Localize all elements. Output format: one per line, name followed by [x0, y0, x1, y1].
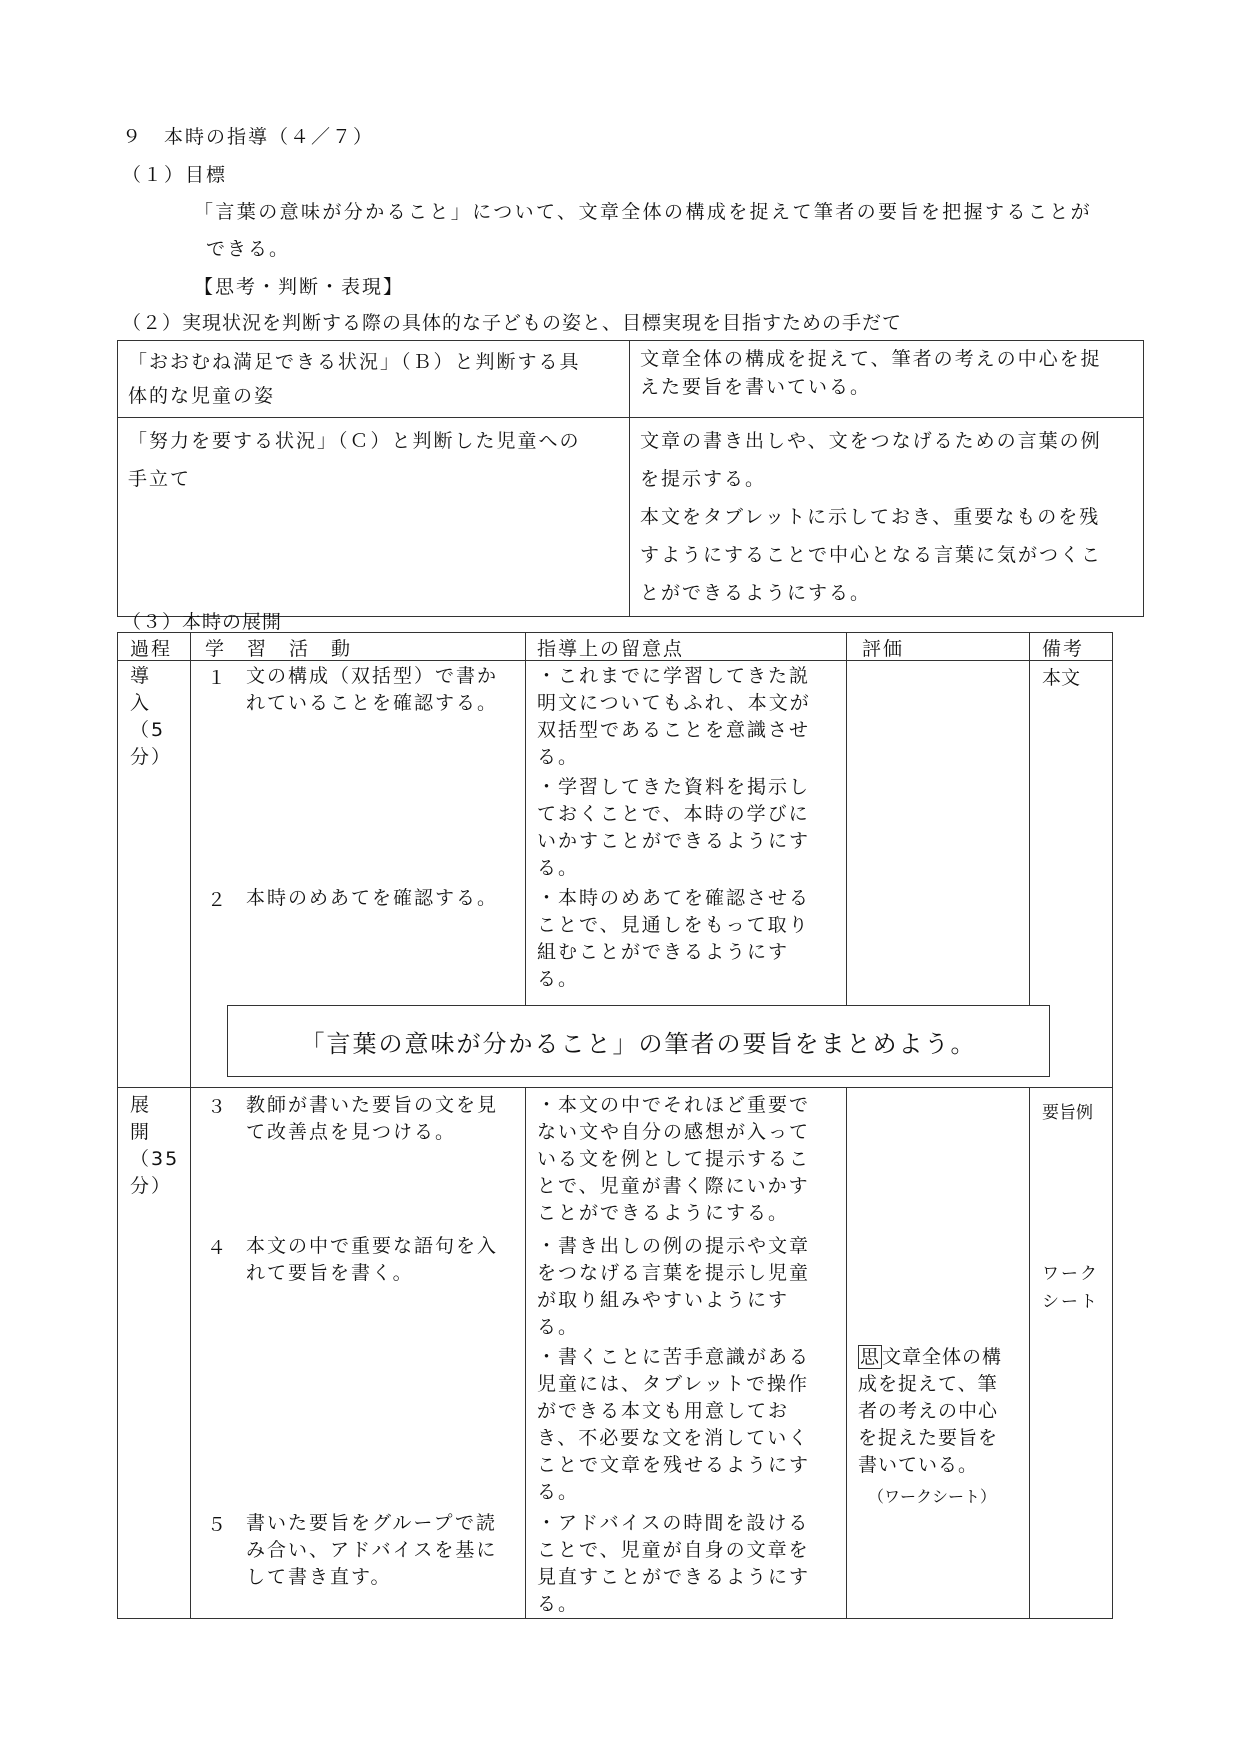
col-divider-4b — [1029, 1087, 1030, 1619]
activity-2: 本時のめあてを確認する。 — [246, 887, 499, 909]
col-divider-2b — [525, 1087, 526, 1619]
section-title: ９ 本時の指導（４／７） — [122, 126, 375, 148]
remark-worksheet: ワーク シート — [1042, 1264, 1099, 1312]
note-4: ・本文の中でそれほど重要で ない文や自分の感想が入って いる文を例として提示するこ とで、児童が書く際にいかす ことができるようにする。 — [537, 1094, 811, 1224]
note-6: ・書くことに苦手意識がある 児童には、タブレットで操作 ができる本文も用意してお き、不必要な文を消していく ことで文章を残せるようにす る。 — [537, 1346, 811, 1503]
development-heading: （３）本時の展開 — [122, 611, 283, 633]
lesson-goal-box — [227, 1005, 1050, 1077]
lesson-goal-text: 「言葉の意味が分かること」の筆者の要旨をまとめよう。 — [300, 1029, 977, 1058]
assessment-row-c — [118, 418, 1144, 617]
col-divider-3a — [846, 632, 847, 1005]
note-7: ・アドバイスの時間を設ける ことで、児童が自身の文章を 見直すことができるようにす る。 — [537, 1512, 811, 1615]
header-evaluation: 評価 — [862, 638, 905, 660]
note-5: ・書き出しの例の提示や文章 をつなげる言葉を提示し児童 が取り組みやすいようにす る。 — [537, 1235, 811, 1338]
header-activity: 学 習 活 動 — [205, 638, 353, 660]
activity-3: 教師が書いた要旨の文を見 て改善点を見つける。 — [246, 1094, 499, 1143]
col-divider-4a — [1029, 632, 1030, 1005]
evaluation-criterion: 思 文章全体の構 成を捉えて、筆 者の考えの中心 を捉えた要旨を 書いている。 — [858, 1346, 1003, 1476]
goal-heading: （１）目標 — [122, 164, 228, 186]
phase-intro: 導 入 （5 分） — [130, 665, 173, 768]
assessment-heading: （２）実現状況を判断する際の具体的な子どもの姿と、目標実現を目指すための手だて — [122, 312, 903, 334]
step-number: １ — [207, 667, 227, 689]
col-divider-3b — [846, 1087, 847, 1619]
assessment-content-c: 文章の書き出しや、文をつなげるための言葉の例 を提示する。 本文をタブレットに示しておき、重要なものを残 すようにすることで中心となる言葉に気がつくこ とができるようにする。 — [630, 418, 1144, 617]
note-2: ・学習してきた資料を掲示し ておくことで、本時の学びに いかすことができるようにす る。 — [537, 776, 811, 879]
remark-intro: 本文 — [1042, 667, 1081, 689]
phase-development: 展 開 （35 分） — [130, 1094, 180, 1197]
goal-text-line-1: 「言葉の意味が分かること」について、文章全体の構成を捉えて筆者の要旨を把握することが — [194, 201, 1093, 223]
assessment-table — [117, 340, 1144, 617]
header-notes: 指導上の留意点 — [537, 638, 685, 660]
header-process: 過程 — [130, 638, 173, 660]
header-remarks: 備考 — [1042, 638, 1085, 660]
activity-4: 本文の中で重要な語句を入 れて要旨を書く。 — [246, 1235, 499, 1284]
thinking-badge: 思 — [860, 1346, 881, 1368]
goal-text-line-2: できる。 — [206, 238, 291, 260]
activity-1: 文の構成（双括型）で書か れていることを確認する。 — [246, 665, 499, 714]
step-number: ５ — [207, 1514, 227, 1536]
assessment-content-b: 文章全体の構成を捉えて、筆者の考えの中心を捉 えた要旨を書いている。 — [630, 341, 1144, 418]
col-divider-1 — [190, 632, 191, 1619]
assessment-label-b: 「おおむね満足できる状況」（Ｂ）と判断する具 体的な児童の姿 — [118, 341, 630, 418]
evaluation-method: （ワークシート） — [868, 1487, 997, 1506]
step-number: ４ — [207, 1237, 227, 1259]
goal-criterion: 【思考・判断・表現】 — [194, 276, 405, 298]
note-3: ・本時のめあてを確認させる ことで、見通しをもって取り 組むことができるようにす る。 — [537, 887, 811, 990]
step-number: ３ — [207, 1096, 227, 1118]
assessment-label-c: 「努力を要する状況」（Ｃ）と判断した児童への 手立て — [118, 418, 630, 617]
col-divider-2a — [525, 632, 526, 1005]
note-1: ・これまでに学習してきた説 明文についてもふれ、本文が 双括型であることを意識させ る。 — [537, 665, 811, 768]
assessment-row-b — [118, 341, 1144, 418]
phase-divider — [117, 1087, 1113, 1088]
step-number: ２ — [207, 889, 227, 911]
activity-5: 書いた要旨をグループで読 み合い、アドバイスを基に して書き直す。 — [246, 1512, 498, 1588]
remark-example: 要旨例 — [1042, 1103, 1093, 1123]
